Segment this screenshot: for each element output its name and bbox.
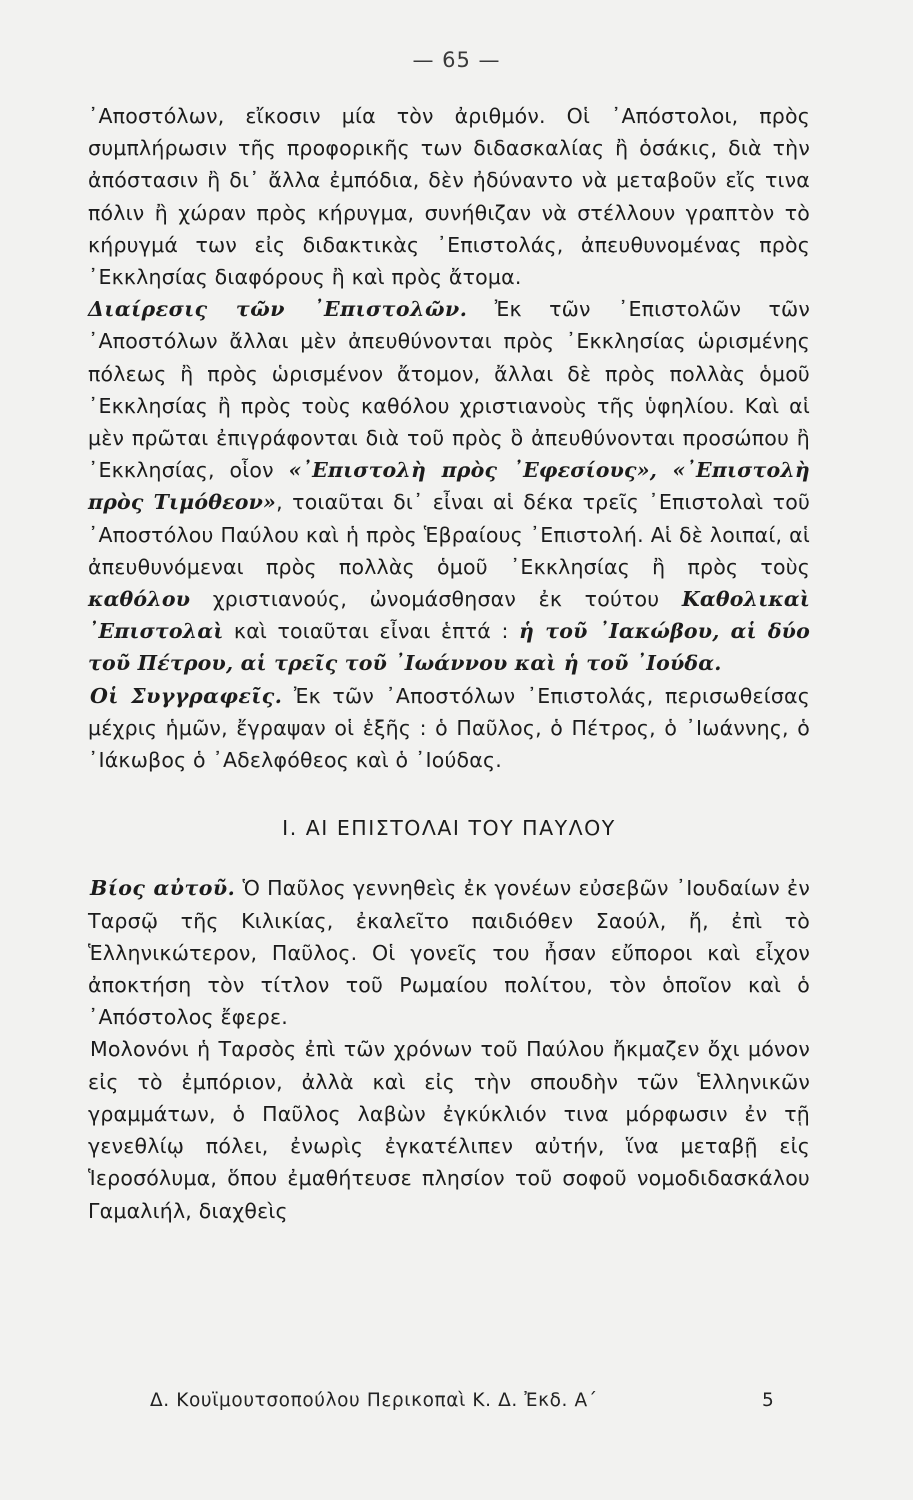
division-text-3: χριστιανούς, ὠνομάσθησαν ἐκ τούτου: [190, 587, 682, 612]
heading-life: Βίος αὐτοῦ.: [90, 876, 236, 901]
division-emph-catholic: Καθολικαὶ ᾿Επιστολαὶ: [88, 587, 810, 644]
division-emph-katholou: καθόλου: [88, 587, 191, 612]
paragraph-intro: ᾿Αποστόλων, εἴκοσιν μία τὸν ἀριθμόν. Οἱ ᾿Απόστολοι, πρὸς συμπλήρωσιν τῆς προφορικῆς των διδασκαλίας ἢ ὁσάκις, διὰ τὴν ἀπόστασιν ἢ δι᾿ ἄλλα ἐμπόδια, δὲν ἠδύναντο νὰ μεταβοῦν εἴς τινα πόλιν ἢ χώραν πρὸς κήρυγμα, συνήθιζαν νὰ στέλλουν γραπτὸν τὸ κήρυγμά των εἰς διδακτικὰς ᾿Επιστολάς, ἀπευθυνομένας πρὸς ᾿Εκκλησίας διαφόρους ἢ καὶ πρὸς ἄτομα.: [88, 104, 810, 290]
paragraph-authors: [88, 680, 810, 777]
division-text-1: Ἐκ τῶν ᾿Επιστολῶν τῶν ᾿Αποστόλων ἄλλαι μὲν ἀπευθύνονται πρὸς ᾿Εκκλησίας ὡρισμένης πόλεως ἢ πρὸς ὡρισμένον ἄτομον, ἄλλαι δὲ πρὸς πολλὰς ὁμοῦ ᾿Εκκλησίας ἢ πρὸς τοὺς καθόλου χριστιανοὺς τῆς ὑφηλίου. Καὶ αἱ μὲν πρῶται ἐπιγράφονται διὰ τοῦ πρὸς ὃ ἀπευθύνονται προσώπου ἢ ᾿Εκκλησίας, οἷον: [88, 297, 811, 483]
paragraph-life: [88, 872, 810, 1033]
heading-authors: Οἱ Συγγραφεῖς.: [90, 683, 283, 708]
division-emph-examples: «᾿Επιστολὴ πρὸς ᾿Εφεσίους», «᾿Επιστολὴ πρὸς Τιμόθεον»: [88, 458, 811, 515]
page-number: — 65 —: [412, 48, 501, 72]
authors-text: Ἐκ τῶν ᾿Αποστόλων ᾿Επιστολάς, περισωθείσας μέχρις ἡμῶν, ἔγραψαν οἱ ἑξῆς : ὁ Παῦλος, ὁ Πέτρος, ὁ ᾿Ιωάννης, ὁ ᾿Ιάκωβος ὁ ᾿Αδελφόθεος καὶ ὁ ᾿Ιούδας.: [88, 683, 810, 773]
footer-sheet-number: 5: [762, 1390, 774, 1411]
paragraph-division: [88, 293, 810, 679]
body-text: [88, 100, 810, 1227]
section-title: I. ΑΙ ΕΠΙΣΤΟΛΑΙ ΤΟΥ ΠΑΥΛΟΥ: [282, 816, 616, 841]
division-emph-list: ἡ τοῦ ᾿Ιακώβου, αἱ δύο τοῦ Πέτρου, αἱ τρεῖς τοῦ ᾿Ιωάννου καὶ ἡ τοῦ ᾿Ιούδα.: [88, 619, 810, 676]
division-text-2: , τοιαῦται δι᾿ εἶναι αἱ δέκα τρεῖς ᾿Επιστολαὶ τοῦ ᾿Αποστόλου Παύλου καὶ ἡ πρὸς Ἑβραίους ᾿Επιστολή. Αἱ δὲ λοιπαί, αἱ ἀπευθυνόμεναι πρὸς πολλὰς ὁμοῦ ᾿Εκκλησίας ἢ πρὸς τοὺς: [88, 490, 811, 579]
heading-division: Διαίρεσις τῶν ᾿Επιστολῶν.: [88, 297, 468, 322]
division-text-4: καὶ τοιαῦται εἶναι ἑπτά :: [223, 619, 520, 644]
paragraph-tarsus: Μολονόνι ἡ Ταρσὸς ἐπὶ τῶν χρόνων τοῦ Παύλου ἤκμαζεν ὄχι μόνον εἰς τὸ ἐμπόριον, ἀλλὰ καὶ εἰς τὴν σπουδὴν τῶν Ἑλληνικῶν γραμμάτων, ὁ Παῦλος λαβὼν ἐγκύκλιόν τινα μόρφωσιν ἐν τῇ γενεθλίῳ πόλει, ἐνωρὶς ἐγκατέλιπεν αὐτήν, ἵνα μεταβῇ εἰς Ἱεροσόλυμα, ὅπου ἐμαθήτευσε πλησίον τοῦ σοφοῦ νομοδιδασκάλου Γαμαλιήλ, διαχθεὶς: [88, 1037, 810, 1223]
footer-signature: Δ. Κουϊμουτσοπούλου Περικοπαὶ Κ. Δ. Ἐκδ. Α΄: [150, 1390, 598, 1411]
life-text: Ὁ Παῦλος γεννηθεὶς ἐκ γονέων εὐσεβῶν ᾿Ιουδαίων ἐν Ταρσῷ τῆς Κιλικίας, ἐκαλεῖτο παιδιόθεν Σαούλ, ἤ, ἐπὶ τὸ Ἑλληνικώτερον, Παῦλος. Οἱ γονεῖς του ἦσαν εὔποροι καὶ εἶχον ἀποκτήση τὸν τίτλον τοῦ Ρωμαίου πολίτου, τὸν ὁποῖον καὶ ὁ ᾿Απόστολος ἔφερε.: [88, 876, 810, 1030]
